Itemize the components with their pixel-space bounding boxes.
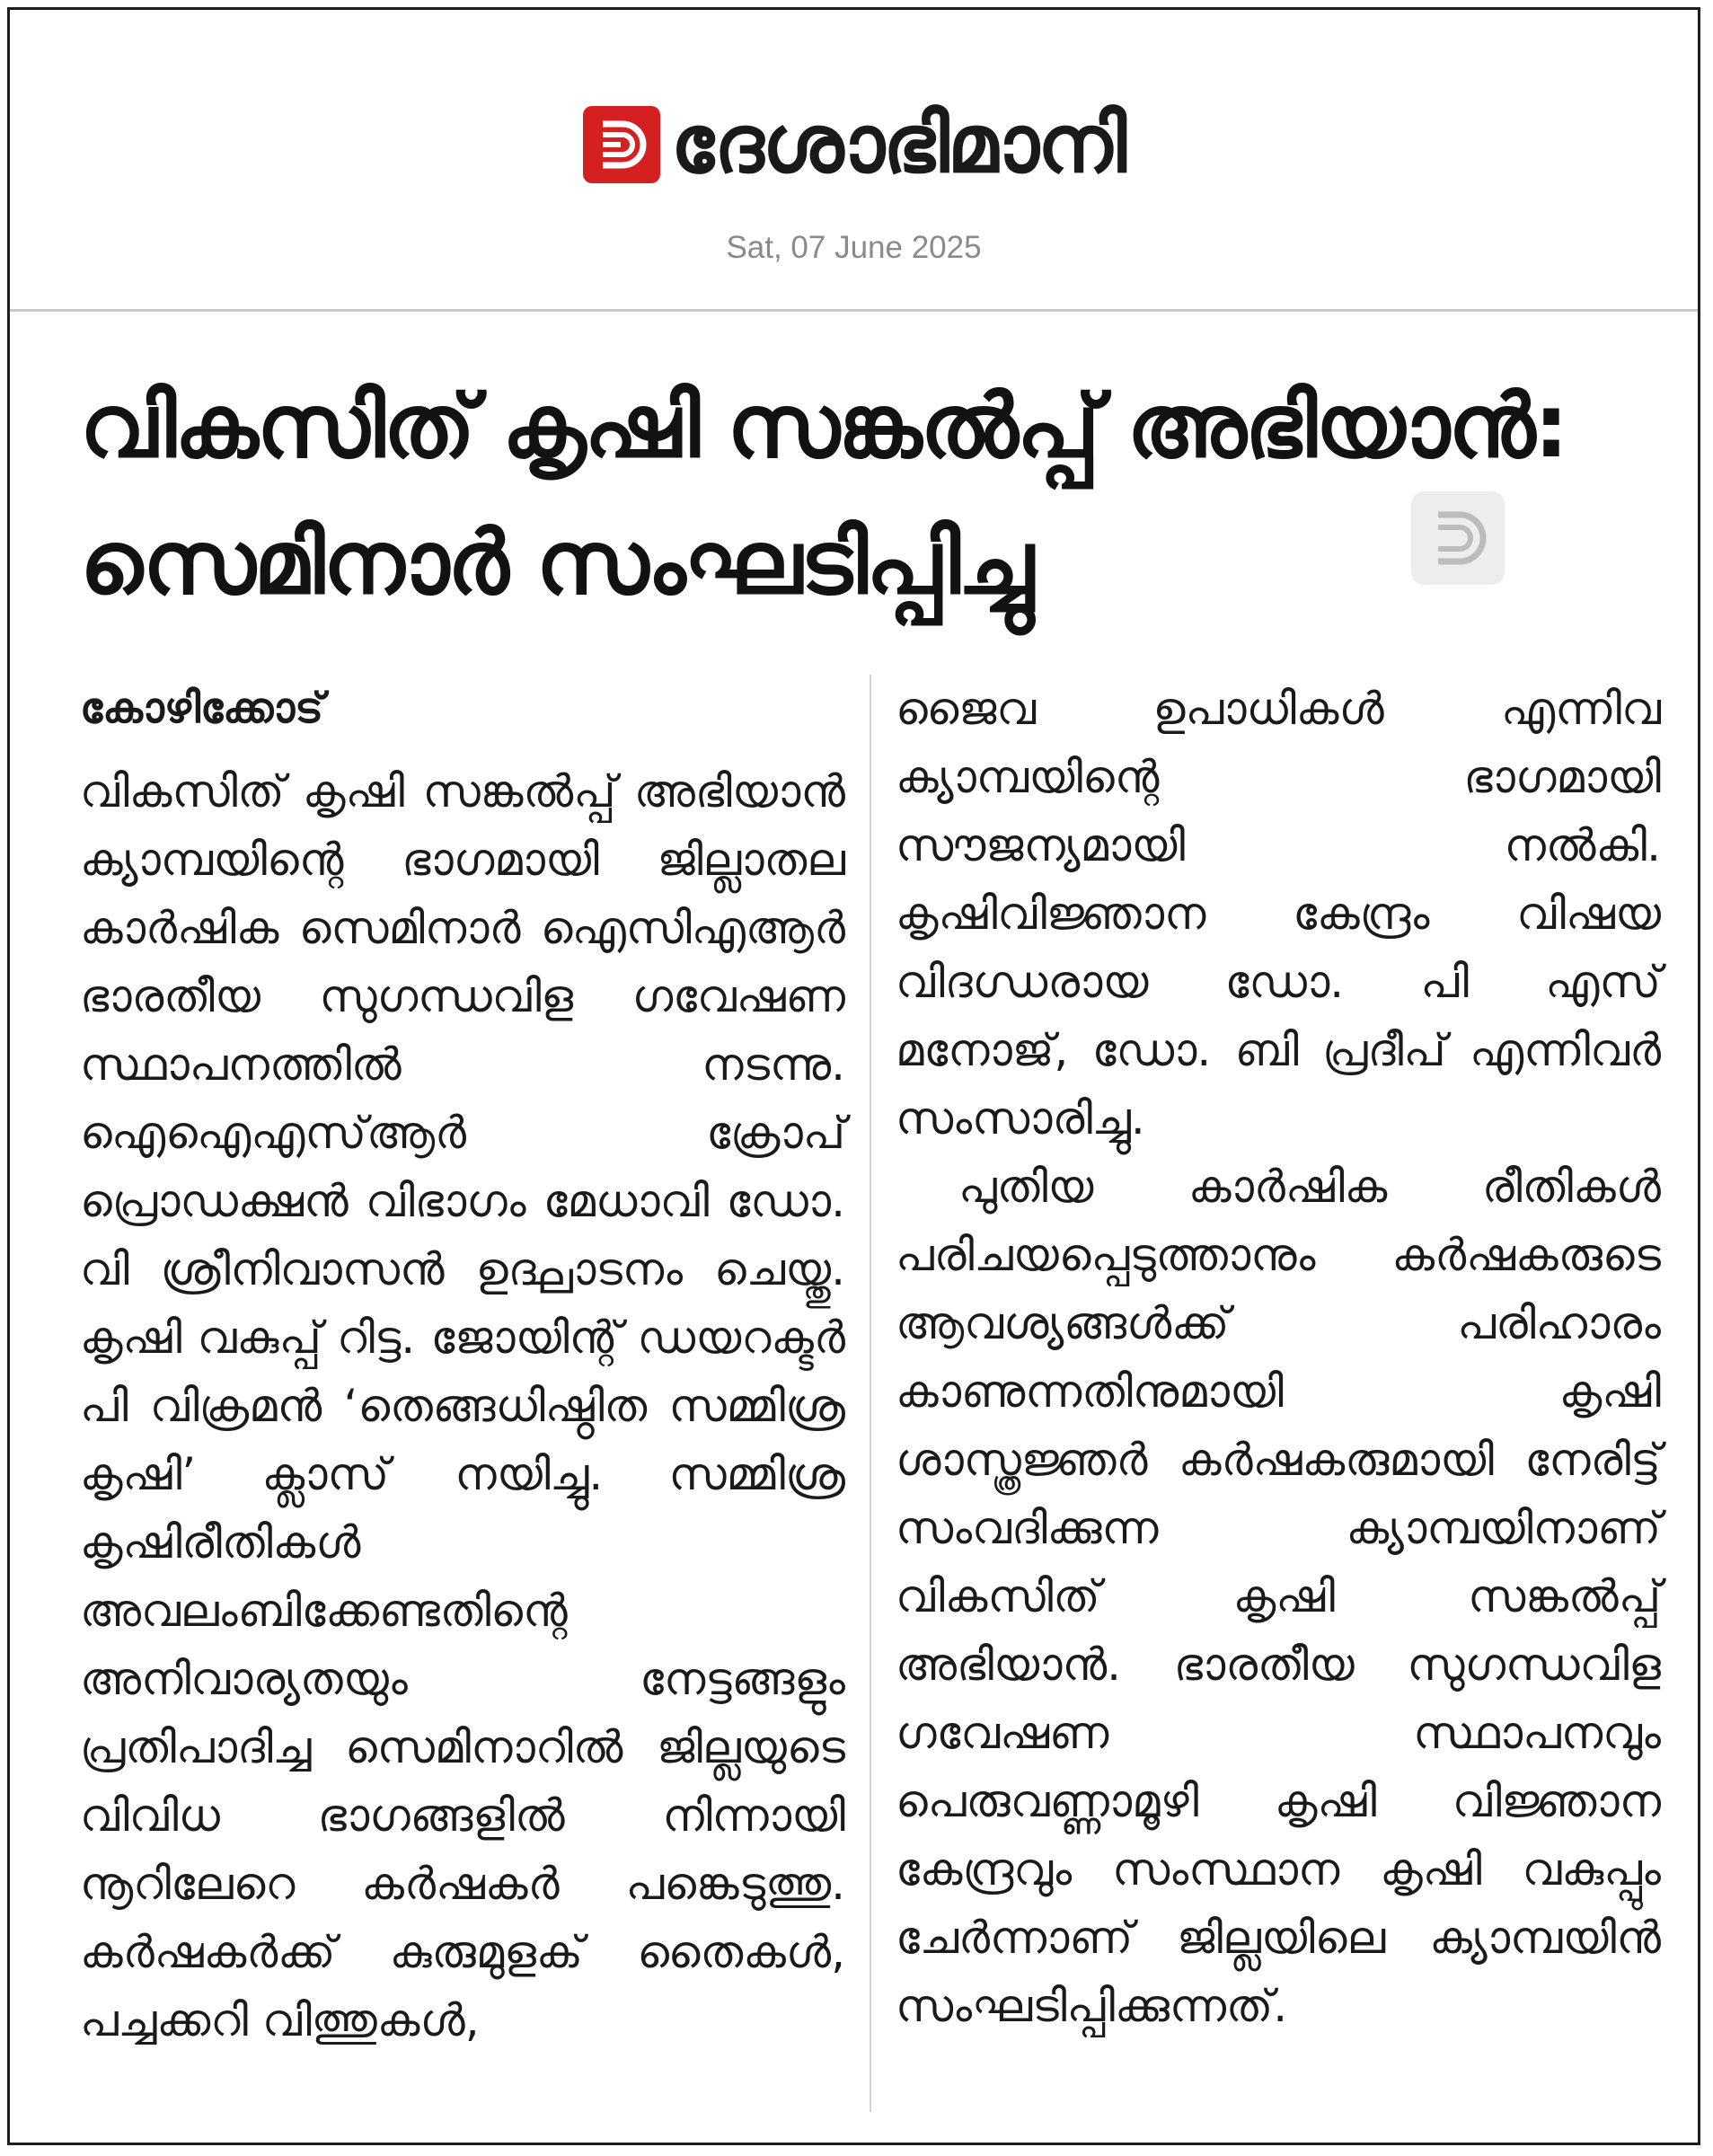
paragraph-3: പുതിയ കാർഷിക രീതികൾ പരിചയപ്പെടുത്താനും കർഷകരുടെ ആവശ്യങ്ങൾക്ക് പരിഹാരം കാണുന്നതിനുമായി കൃഷി ശാസ്ത്രജ്ഞർ കർഷകരുമായി നേരിട്ട് സംവദിക്കുന്ന ക്യാമ്പയിനാണ് വികസിത് കൃഷി സങ്കൽപ്പ് അഭിയാൻ. ഭാരതീയ സുഗന്ധവിള ഗവേഷണ സ്ഥാപനവും പെരുവണ്ണാമൂഴി കൃഷി വിജ്ഞാന കേന്ദ്രവും സംസ്ഥാന കൃഷി വകുപ്പും ചേർന്നാണ് ജില്ലയിലെ ക്യാമ്പയിൻ സംഘടിപ്പിക്കുന്നത്. — [896, 1161, 1661, 2032]
publication-date: Sat, 07 June 2025 — [726, 230, 982, 265]
article-column-1 — [80, 675, 845, 2112]
brand-name: ദേശാഭിമാനി — [670, 97, 1126, 191]
brand — [10, 97, 1698, 191]
masthead — [10, 10, 1698, 312]
column-divider — [870, 675, 871, 2112]
deshabhimani-logo-icon — [583, 106, 660, 183]
headline-line-2: സെമിനാർ സംഘടിപ്പിച്ചു — [80, 512, 1032, 614]
article-column-2 — [896, 675, 1661, 2112]
article-body — [80, 675, 1661, 2112]
paragraph-2: ജൈവ ഉപാധികൾ എന്നിവ ക്യാമ്പയിന്റെ ഭാഗമായി സൗജന്യമായി നൽകി. കൃഷിവിജ്ഞാന കേന്ദ്രം വിഷയ വിദഗ്ധരായ ഡോ. പി എസ് മനോജ്, ഡോ. ബി പ്രദീപ് എന്നിവർ സംസാരിച്ചു. — [896, 683, 1661, 1144]
clipping-frame — [7, 7, 1700, 2145]
watermark-logo-icon — [1411, 491, 1505, 585]
paragraph-1: വികസിത് കൃഷി സങ്കൽപ്പ് അഭിയാൻ ക്യാമ്പയിന്റെ ഭാഗമായി ജില്ലാതല കാർഷിക സെമിനാർ ഐസിഎആർ ഭാരതീയ സുഗന്ധവിള ഗവേഷണ സ്ഥാപനത്തിൽ നടന്നു. ഐഐഎസ്ആർ ക്രോപ് പ്രൊഡക്ഷൻ വിഭാഗം മേധാവി ഡോ. വി ശ്രീനിവാസൻ ഉദ്ഘാടനം ചെയ്തു. കൃഷി വകുപ്പ് റിട്ട. ജോയിന്റ് ഡയറക്ടർ പി വിക്രമൻ ‘തെങ്ങധിഷ്ഠിത സമ്മിശ്ര കൃഷി’ ക്ലാസ് നയിച്ചു. സമ്മിശ്ര കൃഷിരീതികൾ അവലംബിക്കേണ്ടതിന്റെ അനിവാര്യതയും നേട്ടങ്ങളും പ്രതിപാദിച്ച സെമിനാറിൽ ജില്ലയുടെ വിവിധ ഭാഗങ്ങളിൽ നിന്നായി നൂറിലേറെ കർഷകർ പങ്കെടുത്തു. കർഷകർക്ക് കുരുമുളക് തൈകൾ, പച്ചക്കറി വിത്തുകൾ, — [80, 765, 845, 2046]
dateline: കോഴിക്കോട് — [80, 684, 324, 733]
headline-line-1: വികസിത് കൃഷി സങ്കൽപ്പ് അഭിയാൻ: — [80, 376, 1567, 478]
